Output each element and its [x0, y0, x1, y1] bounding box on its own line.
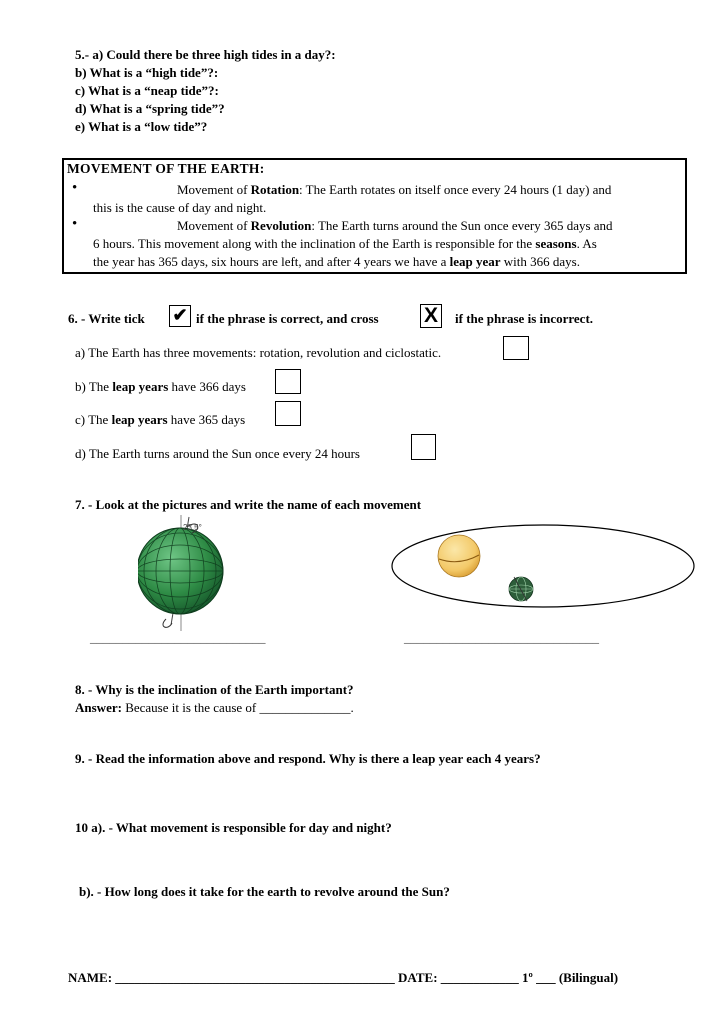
answer-checkbox-b[interactable] — [275, 369, 301, 394]
answer-checkbox-d[interactable] — [411, 434, 436, 460]
bullet-revolution: • — [72, 216, 78, 232]
date-label: DATE: — [394, 970, 441, 985]
q5-b: b) What is a “high tide”?: — [75, 65, 219, 80]
q7-answer-blank-right[interactable]: ______________________________ — [404, 630, 599, 645]
q7-title: 7. - Look at the pictures and write the name of each movement — [75, 497, 422, 512]
revolution-prefix: Movement of — [177, 218, 251, 233]
seasons-term: seasons — [535, 236, 577, 251]
grade-label: 1º ___ (Bilingual) — [518, 970, 619, 985]
q9-title: 9. - Read the information above and respond. Why is there a leap year each 4 years? — [75, 751, 541, 766]
movement-box-title: MOVEMENT OF THE EARTH: — [67, 161, 265, 176]
revolution-term: Revolution — [250, 218, 312, 233]
footer-name-date — [68, 970, 618, 986]
q5-e: e) What is a “low tide”? — [75, 119, 208, 134]
date-field[interactable]: ____________ — [440, 970, 519, 985]
answer-checkbox-c[interactable] — [275, 401, 301, 426]
q5-c: c) What is a “neap tide”?: — [75, 83, 219, 98]
orbit-revolution-illustration — [390, 522, 696, 610]
q6-b-start: b) The — [75, 379, 113, 394]
answer-checkbox-a[interactable] — [503, 336, 529, 360]
q6-c-term: leap years — [111, 412, 168, 427]
name-label: NAME: — [68, 970, 116, 985]
revolution-line2-end: . As — [576, 236, 597, 251]
tilt-angle-label: 23.5° — [183, 523, 202, 532]
revolution-line3-start: the year has 365 days, six hours are left, and after 4 years we have a — [93, 254, 450, 269]
rotation-paragraph — [93, 181, 681, 217]
rotation-line1: : The Earth rotates on itself once every 24 hours (1 day) and — [299, 182, 612, 197]
q6-intro-part2: if the phrase is correct, and cross — [196, 311, 379, 326]
question-5 — [75, 46, 336, 136]
q6-statement-c — [75, 412, 245, 428]
revolution-line1: : The Earth turns around the Sun once every 365 days and — [311, 218, 613, 233]
q8-answer-label: Answer: — [75, 700, 122, 715]
bullet-rotation: • — [72, 180, 78, 196]
q6-statement-b — [75, 379, 246, 395]
q6-intro-part3: if the phrase is incorrect. — [455, 311, 594, 326]
q10a-title: 10 a). - What movement is responsible for day and night? — [75, 820, 392, 835]
rotation-prefix: Movement of — [177, 182, 251, 197]
q8-answer-text: Because it is the cause of ______________. — [121, 700, 354, 715]
rotation-line2: this is the cause of day and night. — [93, 200, 267, 215]
revolution-line2-start: 6 hours. This movement along with the inclination of the Earth is responsible for the — [93, 236, 536, 251]
q8-title: 8. - Why is the inclination of the Earth important? — [75, 682, 354, 697]
revolution-paragraph — [93, 217, 681, 271]
q7-answer-blank-left[interactable]: ___________________________ — [90, 630, 266, 645]
q5-a: 5.- a) Could there be three high tides in a day?: — [75, 47, 336, 62]
q5-d: d) What is a “spring tide”? — [75, 101, 225, 116]
q6-c-end: have 365 days — [167, 412, 246, 427]
revolution-line3-end: with 366 days. — [500, 254, 580, 269]
name-field[interactable]: ___________________________________________ — [115, 970, 395, 985]
leap-year-term: leap year — [449, 254, 501, 269]
q6-intro-part1: 6. - Write tick — [68, 311, 145, 326]
globe-rotation-illustration — [138, 515, 248, 633]
q6-b-end: have 366 days — [168, 379, 246, 394]
q10b-title: b). - How long does it take for the earth to revolve around the Sun? — [79, 884, 450, 899]
q6-statement-a: a) The Earth has three movements: rotation, revolution and ciclostatic. — [75, 345, 442, 360]
q8-answer — [75, 700, 354, 716]
q6-b-term: leap years — [112, 379, 169, 394]
q6-statement-d: d) The Earth turns around the Sun once every 24 hours — [75, 446, 360, 461]
q6-c-start: c) The — [75, 412, 112, 427]
cross-example-icon: X — [420, 304, 442, 328]
rotation-term: Rotation — [250, 182, 300, 197]
tick-example-icon: ✔ — [169, 305, 191, 327]
